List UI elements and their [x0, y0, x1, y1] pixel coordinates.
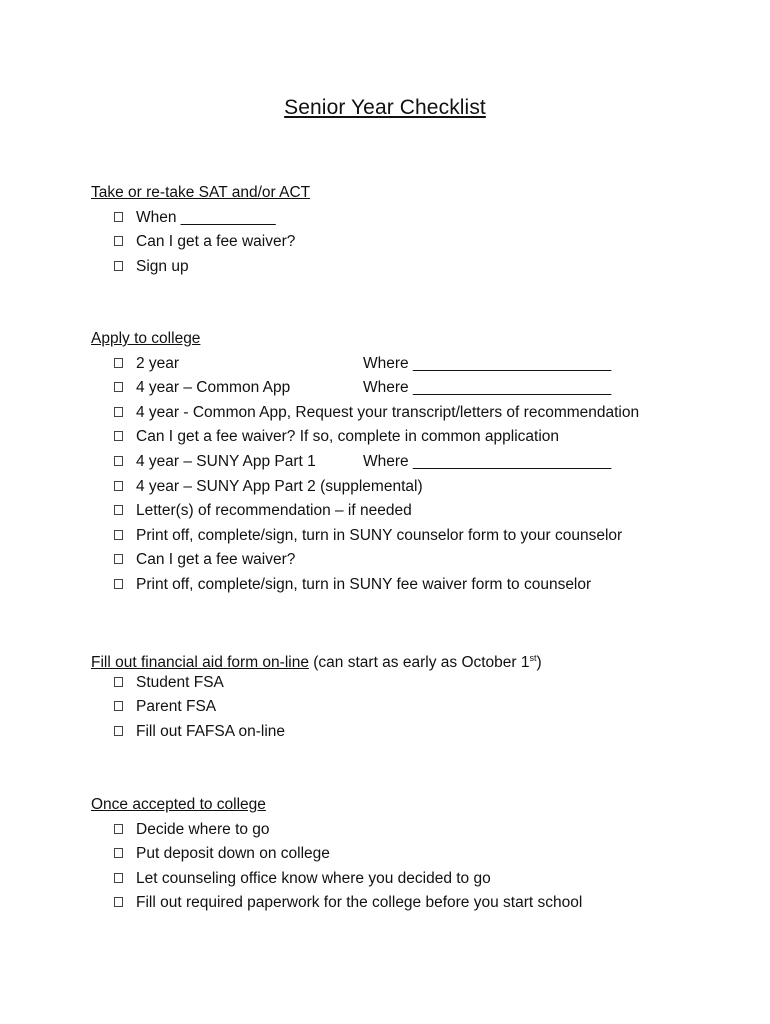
- checkbox[interactable]: [114, 236, 123, 246]
- checkbox[interactable]: [114, 824, 123, 834]
- checkbox[interactable]: [114, 873, 123, 883]
- checkbox[interactable]: [114, 530, 123, 540]
- checklist-item: Print off, complete/sign, turn in SUNY counselor form to your counselor: [91, 524, 200, 549]
- checklist-item: When ___________: [91, 206, 310, 231]
- checklist-item: Decide where to go: [91, 818, 266, 843]
- section-financial-aid: [91, 646, 542, 744]
- checklist: [91, 352, 640, 598]
- checkbox[interactable]: [114, 554, 123, 564]
- checkbox[interactable]: [114, 505, 123, 515]
- checklist-item: Print off, complete/sign, turn in SUNY fee waiver form to counselor: [91, 573, 200, 598]
- section-heading: Once accepted to college: [91, 796, 266, 813]
- checklist-item: Put deposit down on college: [91, 842, 266, 867]
- section-once-accepted: [91, 793, 583, 916]
- where-blank: Where _______________________: [363, 354, 612, 372]
- checklist-item: 4 year – SUNY App Part 2 (supplemental): [91, 475, 200, 500]
- checkbox[interactable]: [114, 382, 123, 392]
- checklist-item: Parent FSA: [91, 695, 542, 720]
- checklist-item: Can I get a fee waiver? If so, complete in common application: [91, 425, 200, 450]
- checklist-item: 4 year - Common App, Request your transcript/letters of recommendation: [91, 401, 200, 426]
- checklist-item: Fill out FAFSA on-line: [91, 720, 542, 745]
- checklist-item: Letter(s) of recommendation – if needed: [91, 499, 200, 524]
- checklist-item: Can I get a fee waiver?: [91, 230, 310, 255]
- checklist-item: Fill out required paperwork for the college before you start school: [91, 891, 266, 916]
- where-blank: Where _______________________: [363, 452, 612, 470]
- section-apply-college: [91, 327, 640, 598]
- checklist-item: Student FSA: [91, 671, 542, 696]
- checkbox[interactable]: [114, 431, 123, 441]
- checkbox[interactable]: [114, 212, 123, 222]
- section-heading: Take or re-take SAT and/or ACT: [91, 184, 311, 201]
- checklist-item: Let counseling office know where you decided to go: [91, 867, 266, 892]
- checkbox[interactable]: [114, 358, 123, 368]
- checkbox[interactable]: [114, 701, 123, 711]
- checkbox[interactable]: [114, 481, 123, 491]
- where-blank: Where _______________________: [363, 379, 612, 397]
- checkbox[interactable]: [114, 677, 123, 687]
- checkbox[interactable]: [114, 407, 123, 417]
- checkbox[interactable]: [114, 261, 123, 271]
- checkbox[interactable]: [114, 579, 123, 589]
- section-sat-act: [91, 181, 310, 279]
- checklist-item: 4 year – SUNY App Part 1 Where _______________________: [91, 450, 200, 475]
- checklist: [91, 671, 542, 745]
- checklist: [91, 206, 310, 280]
- checklist-item: Sign up: [91, 255, 310, 280]
- section-heading: Fill out financial aid form on-line (can start as early as October 1st): [91, 653, 542, 671]
- section-heading: Apply to college: [91, 330, 201, 347]
- checkbox[interactable]: [114, 456, 123, 466]
- checklist-item: 2 year Where _______________________: [91, 352, 200, 377]
- checklist-item: 4 year – Common App Where _______________________: [91, 376, 200, 401]
- checkbox[interactable]: [114, 726, 123, 736]
- checkbox[interactable]: [114, 848, 123, 858]
- page-title: Senior Year Checklist: [284, 96, 486, 119]
- checklist-item: Can I get a fee waiver?: [91, 548, 200, 573]
- checkbox[interactable]: [114, 897, 123, 907]
- checklist: [91, 818, 583, 916]
